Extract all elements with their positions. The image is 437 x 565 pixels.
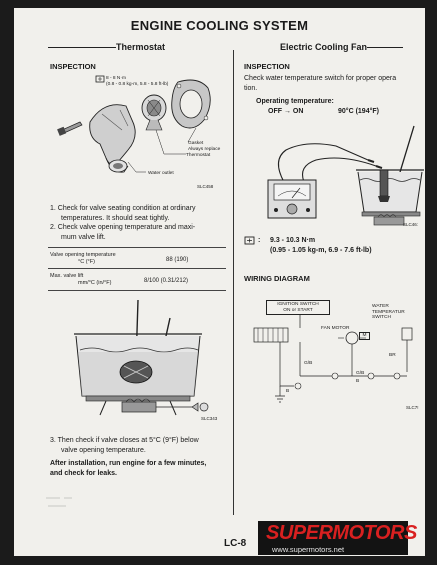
valve-opening-temp-label: Valve opening temperature °C (°F) <box>50 252 116 265</box>
water-outlet-label: Water outlet <box>148 171 174 176</box>
table-rule-mid <box>48 268 226 269</box>
wire-color-b-2: B <box>356 379 360 384</box>
table-rule-top <box>48 247 226 248</box>
figure-code-4: SLC7! <box>406 405 419 410</box>
thermostat-test-diagram <box>66 300 226 420</box>
gasket-label: Gasket Always replace <box>188 141 221 152</box>
torque-spec-thermostat: 8 - 8 N·m (0.8 - 0.8 kg-m, 5.8 - 5.8 ft-lb) <box>106 76 169 87</box>
figure-code-1: SLC458 <box>197 184 214 189</box>
thermostat-inspection-title: INSPECTION <box>50 62 96 71</box>
wire-color-gb-2: G/B <box>356 371 365 376</box>
watermark-url: www.supermotors.net <box>272 545 345 554</box>
motor-symbol: M <box>359 332 370 340</box>
page-number: LC-8 <box>224 538 247 549</box>
fan-inspection-title: INSPECTION <box>244 62 290 71</box>
cooling-fan-heading: Electric Cooling Fan <box>280 42 403 52</box>
figure-code-3: SLC46: <box>403 222 419 227</box>
column-divider <box>233 50 234 515</box>
step-2: 2. Check valve opening temperature and maxi- mum valve lift. <box>50 224 196 241</box>
wire-color-br: BR <box>389 353 396 358</box>
wiring-diagram-title: WIRING DIAGRAM <box>244 274 310 283</box>
max-valve-lift-label: Max. valve lift mm/°C (in/°F) <box>50 273 112 286</box>
fan-check-text: Check water temperature switch for proper opera tion. <box>244 75 397 92</box>
step-1: 1. Check for valve seating condition at ordinary temperatures. It should seat tightly. <box>50 205 196 222</box>
operating-temp-label: Operating temperature: <box>256 98 334 105</box>
water-temp-switch-label: WATER TEMPERATUR SWITCH <box>372 304 405 320</box>
switch-torque-spec: 9.3 - 10.3 N·m (0.95 - 1.05 kg-m, 6.9 - 7.6 ft-lb) <box>270 237 372 254</box>
switch-torque-colon: : <box>258 237 261 244</box>
faint-marks <box>44 492 104 512</box>
watermark-brand: SUPERMOTORS <box>266 522 417 544</box>
ignition-switch-box: IGNITION SWITCH ON or START <box>266 300 330 315</box>
max-valve-lift-value: 8/100 (0.31/212) <box>144 278 189 284</box>
table-rule-bottom <box>48 290 226 291</box>
wiring-schematic <box>246 314 422 406</box>
wire-color-gb-1: G/B <box>304 361 313 366</box>
wire-color-b-1: B <box>286 389 290 394</box>
torque-wrench-icon <box>244 236 256 246</box>
figure-code-2: SLC343 <box>201 416 218 421</box>
page-title: ENGINE COOLING SYSTEM <box>130 18 309 33</box>
after-installation-note: After installation, run engine for a few minutes, and check for leaks. <box>50 460 207 477</box>
manual-page <box>14 8 425 556</box>
off-on-label: OFF → ON <box>268 108 304 115</box>
step-3: 3. Then check if valve closes at 5°C (9°F) below valve opening temperature. <box>50 437 199 454</box>
switch-test-diagram <box>246 120 422 228</box>
thermostat-label: Thermostat <box>186 153 211 158</box>
operating-temp-value: 90°C (194°F) <box>338 108 380 115</box>
watermark-logo <box>258 521 417 555</box>
thermostat-heading: Thermostat <box>48 42 165 52</box>
valve-opening-temp-value: 88 (190) <box>166 257 189 263</box>
fan-motor-label: FAN MOTOR <box>321 326 350 331</box>
